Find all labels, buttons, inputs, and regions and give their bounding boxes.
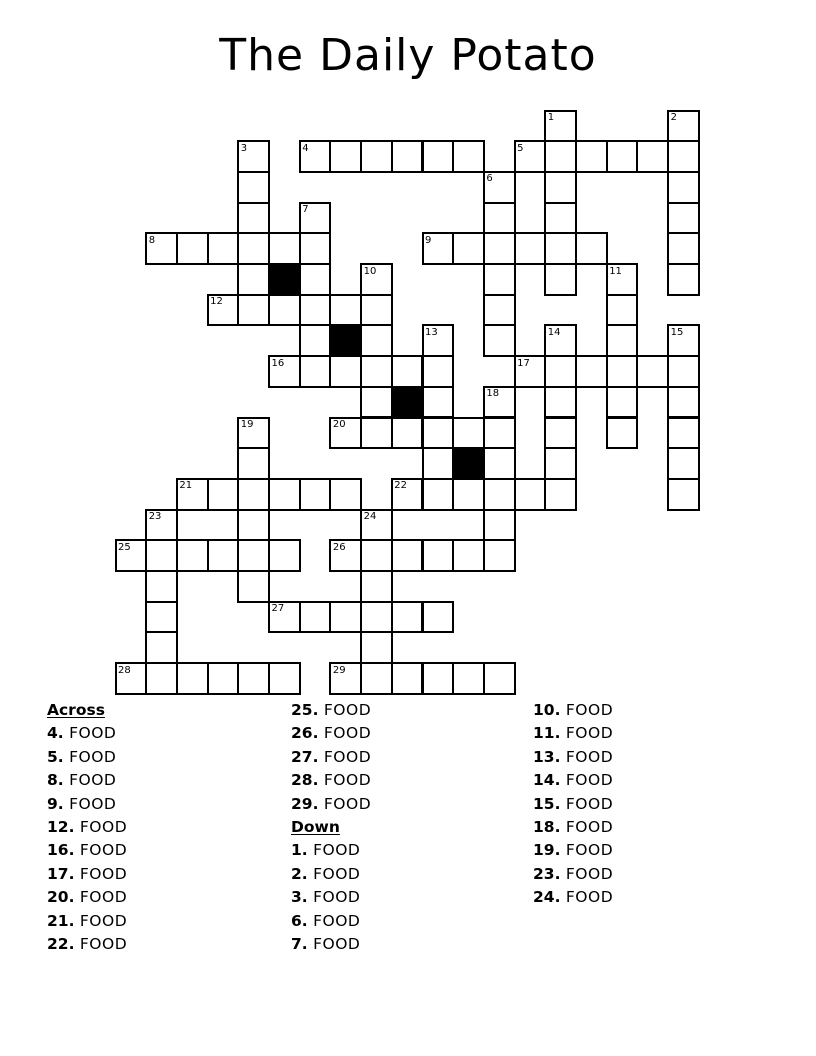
- grid-cell[interactable]: [422, 539, 455, 572]
- clue-item[interactable]: [533, 886, 613, 909]
- clue-text: FOOD: [63, 724, 117, 743]
- clue-number: 17.: [47, 864, 75, 883]
- clue-column: [533, 699, 613, 910]
- clue-text: FOOD: [560, 841, 614, 860]
- grid-cell[interactable]: [667, 478, 700, 511]
- clue-number: 26.: [291, 724, 319, 743]
- grid-cell[interactable]: [145, 662, 178, 695]
- clue-item[interactable]: [291, 886, 371, 909]
- grid-cell[interactable]: [483, 417, 516, 450]
- clue-item[interactable]: [291, 863, 371, 886]
- grid-cell[interactable]: [544, 263, 577, 296]
- grid-cell[interactable]: [483, 662, 516, 695]
- grid-cell[interactable]: [329, 294, 362, 327]
- grid-cell[interactable]: [207, 662, 240, 695]
- clue-number: 18.: [533, 817, 561, 836]
- clue-number: 9.: [47, 794, 64, 813]
- grid-cell[interactable]: [452, 662, 485, 695]
- grid-cell[interactable]: [483, 478, 516, 511]
- cell-number: 3: [240, 142, 248, 154]
- grid-cell[interactable]: [237, 478, 270, 511]
- clue-text: FOOD: [560, 888, 614, 907]
- cell-number: 20: [332, 419, 346, 430]
- cell-number: 19: [240, 419, 254, 430]
- grid-cell[interactable]: [360, 662, 393, 695]
- grid-cell[interactable]: [544, 417, 577, 450]
- grid-cell[interactable]: [207, 294, 240, 327]
- clue-item[interactable]: [533, 863, 613, 886]
- grid-cell[interactable]: [391, 140, 424, 173]
- grid-cell[interactable]: [483, 539, 516, 572]
- grid-cell[interactable]: [483, 386, 516, 419]
- grid-cell[interactable]: [360, 386, 393, 419]
- grid-cell[interactable]: [237, 539, 270, 572]
- grid-cell[interactable]: [237, 570, 270, 603]
- grid-cell[interactable]: [483, 232, 516, 265]
- clue-item[interactable]: [47, 722, 127, 745]
- grid-cell[interactable]: [268, 294, 301, 327]
- grid-cell[interactable]: [237, 202, 270, 235]
- clue-item[interactable]: [47, 769, 127, 792]
- grid-cell[interactable]: [606, 140, 639, 173]
- grid-cell[interactable]: [422, 478, 455, 511]
- grid-cell[interactable]: [360, 570, 393, 603]
- black-cell: [268, 263, 301, 296]
- cell-number: 14: [547, 326, 561, 338]
- clue-item[interactable]: [47, 933, 127, 956]
- cell-number: 22: [394, 480, 408, 492]
- grid-cell[interactable]: [606, 324, 639, 357]
- grid-cell[interactable]: [391, 478, 424, 511]
- clue-text: FOOD: [307, 864, 361, 883]
- clue-text: FOOD: [74, 841, 128, 860]
- clue-number: 2.: [291, 864, 308, 883]
- clue-number: 11.: [533, 724, 561, 743]
- grid-cell[interactable]: [422, 662, 455, 695]
- grid-cell[interactable]: [636, 355, 669, 388]
- clue-number: 5.: [47, 747, 64, 766]
- grid-cell[interactable]: [483, 294, 516, 327]
- grid-cell[interactable]: [422, 417, 455, 450]
- grid-cell[interactable]: [207, 232, 240, 265]
- clue-text: FOOD: [560, 747, 614, 766]
- grid-cell[interactable]: [514, 355, 547, 388]
- clue-number: 8.: [47, 771, 64, 790]
- cell-number: 17: [517, 357, 530, 369]
- clue-item[interactable]: [291, 769, 371, 792]
- cell-number: 27: [271, 603, 285, 615]
- clue-text: FOOD: [318, 701, 372, 719]
- grid-cell[interactable]: [145, 631, 178, 664]
- grid-cell[interactable]: [299, 140, 332, 173]
- grid-cell[interactable]: [452, 140, 485, 173]
- cell-number: 5: [517, 142, 524, 154]
- cell-number: 18: [486, 388, 500, 400]
- grid-cell[interactable]: [329, 478, 362, 511]
- grid-cell[interactable]: [299, 232, 332, 265]
- clue-text: FOOD: [63, 794, 117, 813]
- grid-cell[interactable]: [268, 478, 301, 511]
- cell-number: 2: [670, 112, 677, 123]
- clue-text: FOOD: [560, 724, 614, 743]
- cell-number: 16: [271, 357, 285, 369]
- clue-item[interactable]: [47, 793, 127, 816]
- clue-item[interactable]: [533, 746, 613, 769]
- clue-number: 21.: [47, 911, 75, 930]
- clue-item[interactable]: [533, 722, 613, 745]
- clue-text: FOOD: [318, 771, 372, 790]
- clue-item[interactable]: [291, 722, 371, 745]
- grid-cell[interactable]: [544, 478, 577, 511]
- grid-cell[interactable]: [299, 355, 332, 388]
- grid-cell[interactable]: [145, 570, 178, 603]
- cell-number: 25: [118, 541, 131, 553]
- clue-text: FOOD: [74, 934, 128, 953]
- grid-cell[interactable]: [544, 110, 577, 143]
- grid-cell[interactable]: [360, 324, 393, 357]
- cell-number: 28: [118, 664, 131, 676]
- grid-cell[interactable]: [452, 539, 485, 572]
- clue-text: FOOD: [74, 911, 128, 930]
- grid-cell[interactable]: [452, 478, 485, 511]
- clue-number: 16.: [47, 841, 75, 860]
- grid-cell[interactable]: [606, 417, 639, 450]
- clue-text: FOOD: [63, 771, 117, 790]
- grid-cell[interactable]: [360, 601, 393, 634]
- clue-item[interactable]: [47, 886, 127, 909]
- grid-cell[interactable]: [360, 294, 393, 327]
- clue-item[interactable]: [533, 769, 613, 792]
- clue-number: 4.: [47, 724, 64, 743]
- grid-cell[interactable]: [268, 232, 301, 265]
- black-cell: [452, 447, 485, 480]
- grid-cell[interactable]: [329, 601, 362, 634]
- grid-cell[interactable]: [299, 202, 332, 235]
- grid-cell[interactable]: [299, 478, 332, 511]
- grid-cell[interactable]: [360, 417, 393, 450]
- grid-cell[interactable]: [667, 263, 700, 296]
- grid-cell[interactable]: [452, 232, 485, 265]
- page-title: The Daily Potato: [219, 30, 597, 81]
- grid-cell[interactable]: [483, 509, 516, 542]
- clue-column: [47, 699, 127, 956]
- grid-cell[interactable]: [667, 355, 700, 388]
- clue-text: FOOD: [318, 724, 372, 743]
- clue-number: 10.: [533, 701, 561, 719]
- clue-text: FOOD: [307, 888, 361, 907]
- grid-cell[interactable]: [667, 324, 700, 357]
- grid-cell[interactable]: [268, 539, 301, 572]
- black-cell: [391, 386, 424, 419]
- cell-number: 7: [302, 204, 309, 216]
- grid-cell[interactable]: [483, 171, 516, 204]
- clue-number: 22.: [47, 934, 75, 953]
- grid-cell[interactable]: [237, 294, 270, 327]
- grid-cell[interactable]: [237, 171, 270, 204]
- grid-cell[interactable]: [299, 601, 332, 634]
- grid-cell[interactable]: [575, 232, 608, 265]
- cell-number: 21: [179, 480, 193, 492]
- grid-cell[interactable]: [606, 294, 639, 327]
- clue-text: FOOD: [74, 864, 128, 883]
- clue-item[interactable]: [291, 793, 371, 816]
- clue-number: 13.: [533, 747, 561, 766]
- grid-cell[interactable]: [391, 539, 424, 572]
- grid-cell[interactable]: [422, 447, 455, 480]
- clue-text: FOOD: [560, 864, 614, 883]
- grid-cell[interactable]: [422, 601, 455, 634]
- grid-cell[interactable]: [145, 509, 178, 542]
- clue-item[interactable]: [533, 839, 613, 862]
- grid-cell[interactable]: [329, 355, 362, 388]
- grid-cell[interactable]: [667, 171, 700, 204]
- cell-number: 13: [425, 326, 438, 338]
- clue-number: 27.: [291, 747, 319, 766]
- grid-cell[interactable]: [207, 478, 240, 511]
- clue-number: 7.: [291, 934, 308, 953]
- clue-list-header: Across: [47, 701, 105, 719]
- grid-cell[interactable]: [360, 631, 393, 664]
- grid-cell[interactable]: [391, 417, 424, 450]
- clue-number: 29.: [291, 794, 319, 813]
- grid-cell[interactable]: [268, 355, 301, 388]
- grid-cell[interactable]: [176, 662, 209, 695]
- grid-cell[interactable]: [544, 202, 577, 235]
- grid-cell[interactable]: [422, 140, 455, 173]
- grid-cell[interactable]: [360, 140, 393, 173]
- clue-text: FOOD: [307, 841, 361, 860]
- grid-cell[interactable]: [667, 386, 700, 419]
- grid-cell[interactable]: [299, 294, 332, 327]
- clue-number: 3.: [291, 888, 308, 907]
- grid-cell[interactable]: [422, 324, 455, 357]
- grid-cell[interactable]: [391, 601, 424, 634]
- grid-cell[interactable]: [575, 355, 608, 388]
- clue-text: FOOD: [560, 771, 614, 790]
- grid-cell[interactable]: [237, 447, 270, 480]
- grid-cell[interactable]: [360, 539, 393, 572]
- clue-item[interactable]: [533, 793, 613, 816]
- grid-cell[interactable]: [329, 539, 362, 572]
- clue-item[interactable]: [533, 699, 613, 722]
- cell-number: 26: [332, 541, 346, 553]
- clue-number: 14.: [533, 771, 561, 790]
- clue-text: FOOD: [318, 794, 372, 813]
- grid-cell[interactable]: [360, 263, 393, 296]
- clue-text: FOOD: [318, 747, 372, 766]
- grid-cell[interactable]: [544, 386, 577, 419]
- grid-cell[interactable]: [299, 324, 332, 357]
- grid-cell[interactable]: [606, 386, 639, 419]
- black-cell: [329, 324, 362, 357]
- grid-cell[interactable]: [329, 417, 362, 450]
- grid-cell[interactable]: [237, 417, 270, 450]
- clue-number: 23.: [533, 864, 561, 883]
- grid-cell[interactable]: [422, 232, 455, 265]
- clue-item[interactable]: [533, 816, 613, 839]
- cell-number: 10: [363, 265, 377, 277]
- grid-cell[interactable]: [483, 263, 516, 296]
- clue-item[interactable]: [47, 746, 127, 769]
- clue-text: FOOD: [307, 934, 361, 953]
- grid-cell[interactable]: [606, 355, 639, 388]
- clue-number: 24.: [533, 888, 561, 907]
- grid-cell[interactable]: [575, 140, 608, 173]
- grid-cell[interactable]: [115, 539, 148, 572]
- grid-cell[interactable]: [422, 386, 455, 419]
- grid-cell[interactable]: [606, 263, 639, 296]
- grid-cell[interactable]: [667, 232, 700, 265]
- grid-cell[interactable]: [667, 202, 700, 235]
- clue-item[interactable]: [47, 910, 127, 933]
- grid-cell[interactable]: [299, 263, 332, 296]
- grid-cell[interactable]: [544, 355, 577, 388]
- clue-number: 12.: [47, 817, 75, 836]
- grid-cell[interactable]: [360, 509, 393, 542]
- grid-cell[interactable]: [176, 539, 209, 572]
- cell-number: 11: [609, 265, 622, 277]
- grid-cell[interactable]: [145, 232, 178, 265]
- grid-cell[interactable]: [237, 140, 270, 173]
- grid-cell[interactable]: [329, 662, 362, 695]
- grid-cell[interactable]: [483, 202, 516, 235]
- cell-number: 9: [425, 234, 432, 246]
- grid-cell[interactable]: [145, 601, 178, 634]
- clue-text: FOOD: [63, 747, 117, 766]
- clue-text: FOOD: [307, 911, 361, 930]
- grid-cell[interactable]: [667, 447, 700, 480]
- grid-cell[interactable]: [483, 324, 516, 357]
- clue-text: FOOD: [560, 817, 614, 836]
- clue-item[interactable]: [291, 839, 371, 862]
- grid-cell[interactable]: [268, 601, 301, 634]
- clue-item[interactable]: [47, 863, 127, 886]
- grid-cell[interactable]: [237, 662, 270, 695]
- clue-item[interactable]: [291, 933, 371, 956]
- clue-text: FOOD: [74, 888, 128, 907]
- clue-text: FOOD: [74, 817, 128, 836]
- grid-cell[interactable]: [514, 478, 547, 511]
- clue-item[interactable]: [47, 816, 127, 839]
- grid-cell[interactable]: [544, 447, 577, 480]
- grid-cell[interactable]: [176, 232, 209, 265]
- grid-cell[interactable]: [329, 140, 362, 173]
- grid-cell[interactable]: [115, 662, 148, 695]
- grid-cell[interactable]: [237, 509, 270, 542]
- cell-number: 23: [148, 511, 162, 523]
- grid-cell[interactable]: [667, 110, 700, 143]
- grid-cell[interactable]: [268, 662, 301, 695]
- grid-cell[interactable]: [544, 232, 577, 265]
- clue-text: FOOD: [560, 701, 614, 719]
- clue-item[interactable]: [291, 746, 371, 769]
- clue-number: 20.: [47, 888, 75, 907]
- clue-item[interactable]: [291, 699, 371, 722]
- grid-cell[interactable]: [176, 478, 209, 511]
- grid-cell[interactable]: [145, 539, 178, 572]
- clue-number: 6.: [291, 911, 308, 930]
- grid-cell[interactable]: [452, 417, 485, 450]
- cell-number: 4: [302, 142, 309, 154]
- cell-number: 24: [363, 511, 377, 523]
- grid-cell[interactable]: [360, 355, 393, 388]
- grid-cell[interactable]: [422, 355, 455, 388]
- clue-number: 19.: [533, 841, 561, 860]
- grid-cell[interactable]: [237, 263, 270, 296]
- grid-cell[interactable]: [391, 355, 424, 388]
- grid-cell[interactable]: [667, 140, 700, 173]
- grid-cell[interactable]: [514, 140, 547, 173]
- clue-number: 1.: [291, 841, 308, 860]
- clue-item[interactable]: [47, 839, 127, 862]
- clue-column: [291, 699, 371, 956]
- clue-list-header: Down: [291, 817, 340, 836]
- cell-number: 12: [210, 296, 223, 308]
- clue-number: 15.: [533, 794, 561, 813]
- clue-text: FOOD: [560, 794, 614, 813]
- grid-cell[interactable]: [483, 447, 516, 480]
- grid-cell[interactable]: [667, 417, 700, 450]
- cell-number: 8: [148, 234, 156, 246]
- cell-number: 1: [547, 112, 555, 123]
- grid-cell[interactable]: [237, 232, 270, 265]
- grid-cell[interactable]: [391, 662, 424, 695]
- grid-cell[interactable]: [514, 232, 547, 265]
- grid-cell[interactable]: [544, 324, 577, 357]
- grid-cell[interactable]: [207, 539, 240, 572]
- grid-cell[interactable]: [544, 171, 577, 204]
- clue-item[interactable]: [291, 910, 371, 933]
- cell-number: 29: [332, 664, 346, 676]
- cell-number: 15: [670, 326, 684, 338]
- clue-number: 25.: [291, 701, 319, 719]
- grid-cell[interactable]: [636, 140, 669, 173]
- grid-cell[interactable]: [544, 140, 577, 173]
- clue-number: 28.: [291, 771, 319, 790]
- cell-number: 6: [486, 173, 493, 185]
